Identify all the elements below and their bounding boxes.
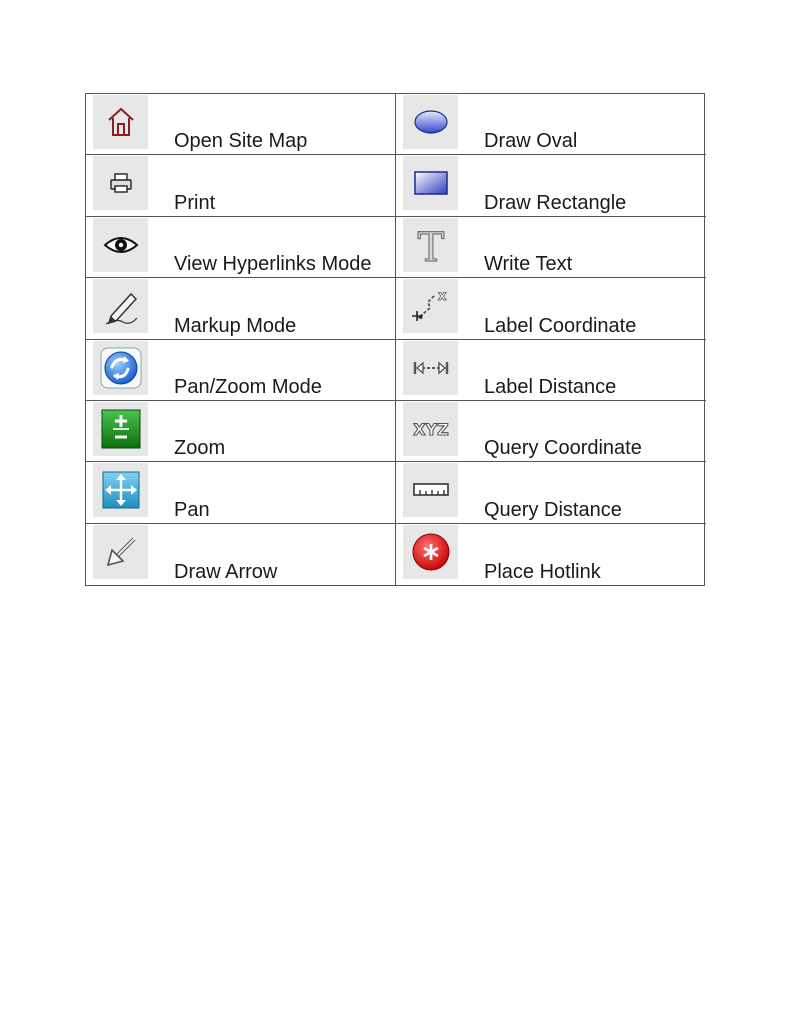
hotlink-icon: [403, 525, 458, 579]
svg-text:T: T: [417, 224, 444, 265]
arrow-icon: [93, 525, 148, 579]
tool-cell: [86, 524, 396, 585]
eye-icon: [93, 218, 148, 272]
text-t-icon: [403, 218, 458, 272]
tool-cell: [396, 217, 706, 278]
printer-icon: [93, 156, 148, 210]
tool-label: Label Coordinate: [484, 314, 637, 337]
svg-text:x: x: [437, 289, 446, 305]
tool-label: Open Site Map: [174, 130, 308, 153]
tool-cell: [396, 278, 706, 339]
ruler-icon: [403, 463, 458, 517]
tool-cell: [86, 217, 396, 278]
tool-cell: [396, 524, 706, 585]
tool-label: Draw Arrow: [174, 561, 278, 583]
pan-arrows-icon: [93, 463, 148, 517]
tool-label: Pan: [174, 498, 210, 521]
xyz-icon: [403, 402, 458, 456]
tool-cell: [396, 94, 706, 155]
tool-label: Query Distance: [484, 498, 622, 521]
coordinate-label-icon: [403, 279, 458, 333]
tool-label: Pan/Zoom Mode: [174, 375, 322, 398]
tool-cell: [396, 155, 706, 216]
tool-label: Query Coordinate: [484, 437, 642, 460]
tool-label: Print: [174, 191, 216, 214]
tool-label: Markup Mode: [174, 314, 297, 337]
tool-cell: [86, 278, 396, 339]
tool-label: Draw Rectangle: [484, 191, 627, 214]
distance-label-icon: [403, 341, 458, 395]
tool-label: Draw Oval: [484, 130, 578, 153]
tool-cell: [86, 155, 396, 216]
tool-cell: [396, 340, 706, 401]
tool-label: Place Hotlink: [484, 561, 601, 583]
svg-text:XYZ: XYZ: [412, 419, 449, 439]
tool-cell: [86, 401, 396, 462]
rectangle-icon: [403, 156, 458, 210]
oval-icon: [403, 95, 458, 149]
tool-legend-table: [85, 93, 705, 586]
tool-cell: [86, 340, 396, 401]
tool-cell: [86, 94, 396, 155]
home-icon: [93, 95, 148, 149]
tool-label: Zoom: [174, 437, 226, 460]
tool-label: Label Distance: [484, 375, 617, 398]
pencil-icon: [93, 279, 148, 333]
tool-cell: [86, 462, 396, 523]
pan-zoom-icon: [93, 341, 148, 395]
zoom-plus-minus-icon: [93, 402, 148, 456]
tool-cell: [396, 401, 706, 462]
tool-label: Write Text: [484, 253, 573, 276]
tool-cell: [396, 462, 706, 523]
tool-label: View Hyperlinks Mode: [174, 253, 372, 276]
